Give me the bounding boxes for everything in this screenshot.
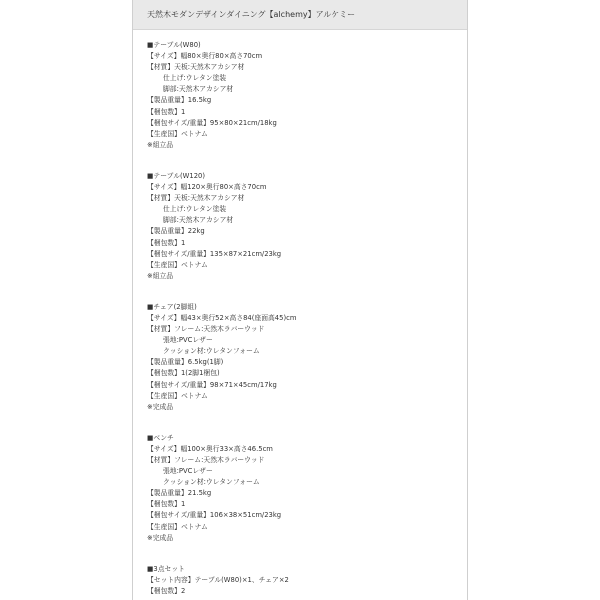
spec-line: 【サイズ】幅80×奥行80×高さ70cm — [147, 52, 263, 61]
spec-line: 脚部:天然木アカシア材 — [163, 216, 234, 225]
spec-line: 【材質】フレーム:天然木ラバーウッド — [147, 456, 265, 464]
spec-line: 【梱包サイズ/重量】135×87×21cm/23kg — [147, 249, 282, 258]
spec-line: 【サイズ】幅100×奥行33×高さ46.5cm — [147, 444, 273, 453]
spec-line: ※完成品 — [147, 533, 174, 542]
section-heading: ■テーブル(W120) — [147, 171, 205, 180]
spec-line: 張地:PVCレザー — [163, 467, 213, 476]
section-heading: ■ベンチ — [147, 433, 174, 442]
spec-line: 【材質】天板:天然木アカシア材 — [147, 63, 245, 72]
spec-line: 【梱包数】1(2脚1梱包) — [147, 369, 220, 378]
spec-line: 仕上げ:ウレタン塗装 — [163, 74, 227, 83]
spec-line: 【梱包数】1 — [147, 500, 186, 509]
spec-line: 張地:PVCレザー — [163, 336, 213, 345]
spec-section — [147, 171, 467, 282]
spec-line: ※完成品 — [147, 402, 174, 411]
spec-line: 【生産国】ベトナム — [147, 129, 208, 138]
spec-line: 【梱包サイズ/重量】98×71×45cm/17kg — [147, 380, 277, 389]
spec-line: 【梱包数】1 — [147, 238, 186, 247]
spec-line: 【製品重量】6.5kg(1脚) — [147, 358, 224, 367]
spec-line: 脚部:天然木アカシア材 — [163, 85, 234, 94]
spec-line: 【サイズ】幅120×奥行80×高さ70cm — [147, 183, 267, 192]
spec-section — [147, 40, 467, 151]
spec-line: 【製品重量】22kg — [147, 227, 205, 236]
spec-section — [147, 564, 467, 597]
spec-line: 【製品重量】21.5kg — [147, 489, 212, 498]
spec-line: 仕上げ:ウレタン塗装 — [163, 205, 227, 214]
spec-line: 【生産国】ベトナム — [147, 260, 208, 269]
spec-line: 【生産国】ベトナム — [147, 391, 208, 400]
spec-line: 【セット内容】テーブル(W80)×1、チェア×2 — [147, 575, 289, 584]
spec-line: 【生産国】ベトナム — [147, 522, 208, 531]
spec-line: ※組立品 — [147, 140, 174, 149]
spec-line: 【梱包サイズ/重量】106×38×51cm/23kg — [147, 511, 282, 520]
spec-line: 【製品重量】16.5kg — [147, 96, 212, 105]
spec-content — [133, 40, 467, 597]
section-heading: ■3点セット — [147, 564, 185, 573]
spec-line: 【材質】フレーム:天然木ラバーウッド — [147, 325, 265, 334]
spec-line: 【梱包サイズ/重量】95×80×21cm/18kg — [147, 118, 277, 127]
spec-line: 【梱包数】1 — [147, 107, 186, 116]
spec-line: クッション材:ウレタンフォーム — [163, 478, 260, 487]
spec-line: クッション材:ウレタンフォーム — [163, 347, 260, 356]
spec-panel — [132, 0, 468, 600]
spec-line: 【梱包数】2 — [147, 586, 186, 595]
spec-section — [147, 433, 467, 544]
spec-line: ※組立品 — [147, 271, 174, 280]
section-heading: ■テーブル(W80) — [147, 41, 201, 49]
spec-line: 【サイズ】幅43×奥行52×高さ84(座面高45)cm — [147, 313, 297, 322]
spec-line: 【材質】天板:天然木アカシア材 — [147, 194, 245, 203]
spec-section — [147, 302, 467, 413]
section-heading: ■チェア(2脚組) — [147, 302, 197, 311]
page-title: 天然木モダンデザインダイニング【alchemy】アルケミー — [133, 0, 467, 30]
